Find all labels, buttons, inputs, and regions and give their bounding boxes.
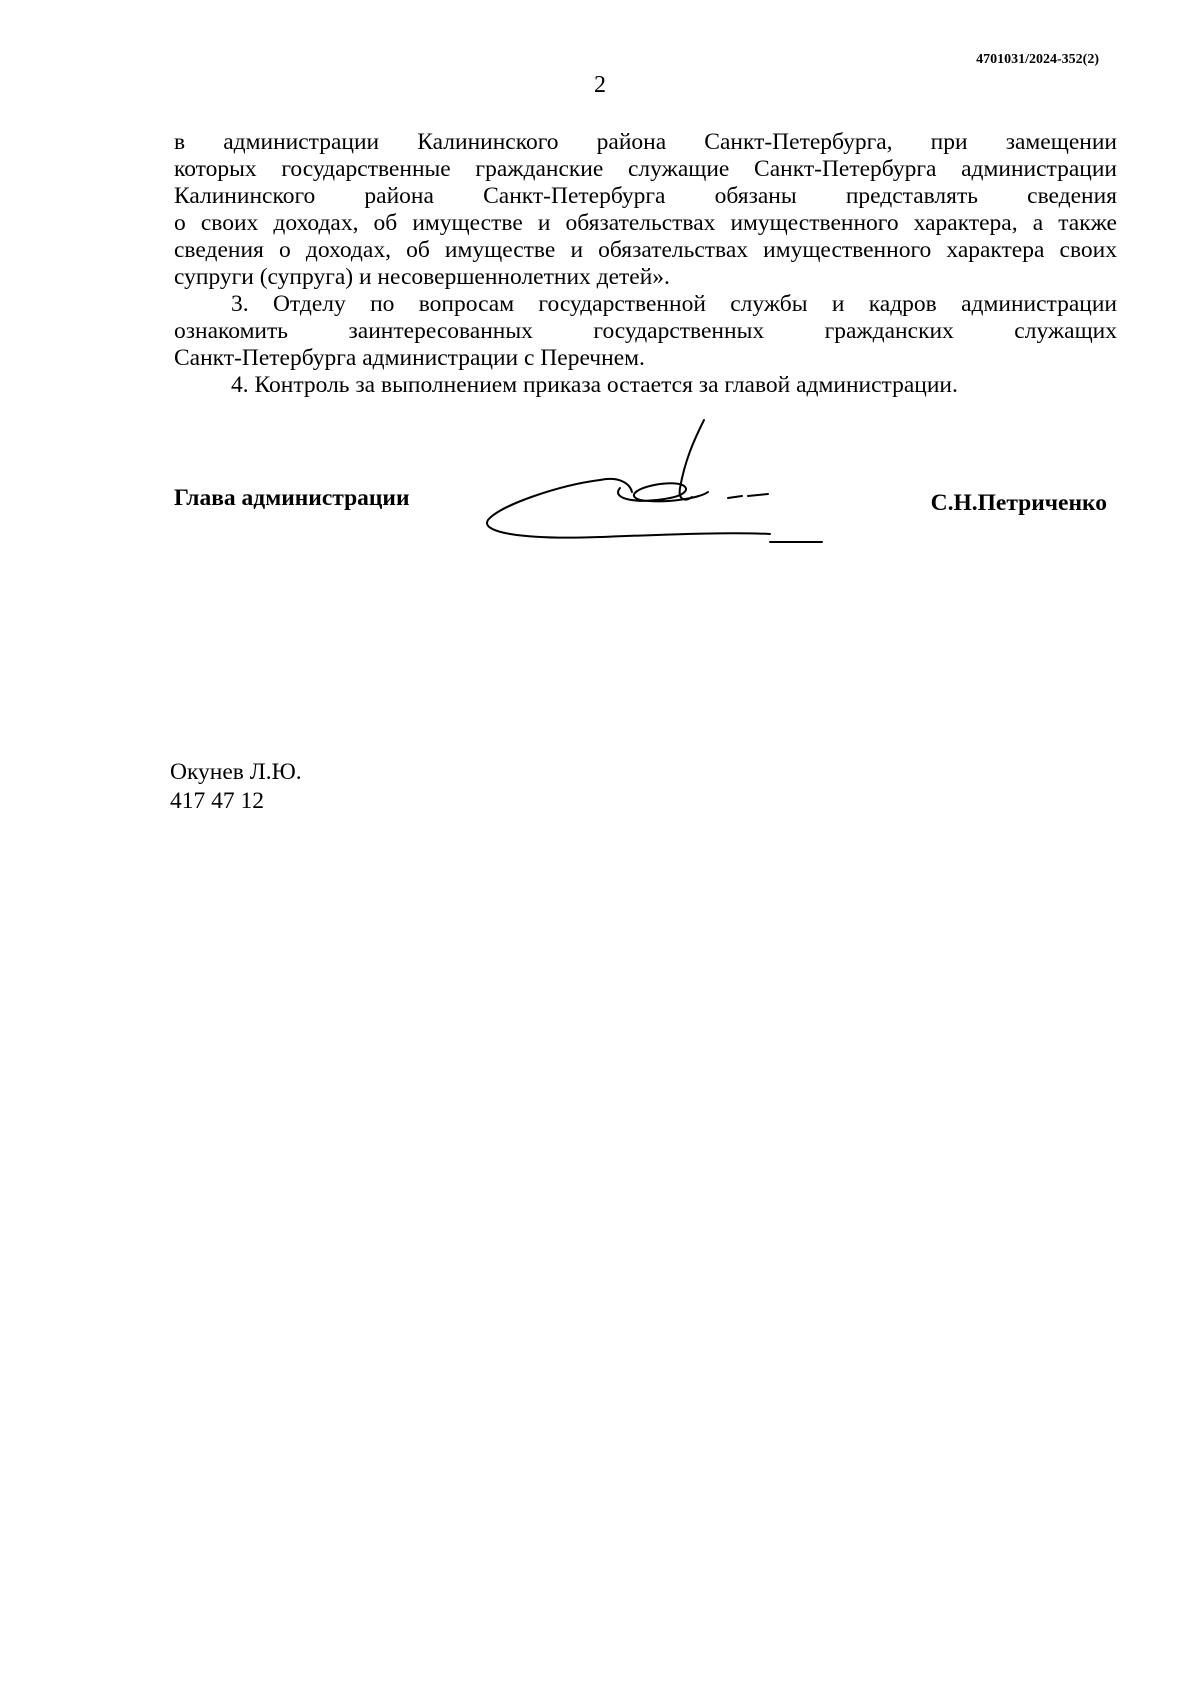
executor-block [170,758,302,816]
signature-vertical-stroke [680,420,704,500]
body-line: которых государственные гражданские служащие Санкт-Петербурга администрации [174,156,1117,182]
body-line: Калининского района Санкт-Петербурга обязаны представлять сведения [174,183,1117,209]
body-line: в администрации Калининского района Санкт-Петербурга, при замещении [174,129,1117,155]
signatory-name: С.Н.Петриченко [930,490,1107,516]
handwritten-signature [480,400,860,550]
body-line: 3. Отделу по вопросам государственной службы и кадров администрации [231,291,1117,317]
body-line: супруги (супруга) и несовершеннолетних детей». [174,264,670,290]
page-number: 2 [594,72,606,98]
document-body [174,129,1117,399]
signature-dash-1 [728,494,768,498]
registration-number: 4701031/2024-352(2) [976,52,1099,67]
body-line: Санкт-Петербурга администрации с Перечнем. [174,345,645,371]
body-line: сведения о доходах, об имуществе и обязательствах имущественного характера своих [174,237,1117,263]
signatory-title: Глава администрации [174,485,410,511]
executor-phone: 417 47 12 [170,788,264,814]
executor-name: Окунев Л.Ю. [170,759,302,785]
body-line: ознакомить заинтересованных государственных гражданских служащих [174,318,1117,344]
signature-loop-stroke [600,479,632,492]
signature-main-stroke [487,480,770,538]
body-line: о своих доходах, об имуществе и обязательствах имущественного характера, а также [174,210,1117,236]
body-line: 4. Контроль за выполнением приказа остается за главой администрации. [231,372,958,398]
